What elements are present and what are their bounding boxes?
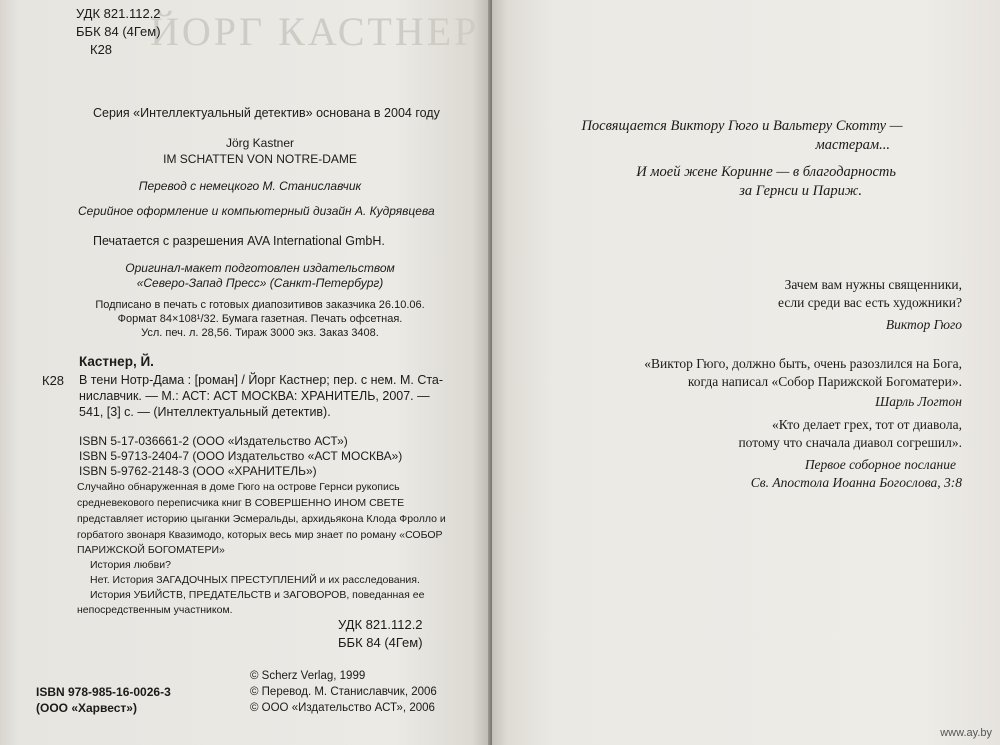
abstract-line-9: непосредственным участником. — [77, 604, 233, 616]
translation-credit: Перевод с немецкого М. Станиславчик — [138, 179, 362, 193]
udk-label-bottom: УДК 821.112.2 — [338, 617, 423, 632]
abstract-line-1: Случайно обнаруженная в доме Гюго на острове Гернси рукопись — [77, 481, 400, 493]
isbn-ast: ISBN 5-17-036661-2 (ООО «Издательство АСТ») — [79, 434, 348, 448]
epigraph-1-line-2: если среди вас есть художники? — [778, 295, 962, 310]
epigraph-3-line-1: «Кто делает грех, тот от диавола, — [771, 417, 962, 432]
left-page — [0, 0, 492, 745]
catalog-code: К28 — [42, 373, 65, 388]
permission-note: Печатается с разрешения AVA International GmbH. — [93, 234, 385, 248]
bleed-through-text: ЙОРГ КАСТНЕР — [150, 9, 480, 54]
catalog-author: Кастнер, Й. — [79, 354, 154, 369]
right-page — [492, 0, 1000, 745]
epigraph-1-author: Виктор Гюго — [885, 317, 962, 332]
copyright-ast: © ООО «Издательство АСТ», 2006 — [250, 702, 435, 714]
design-credit: Серийное оформление и компьютерный дизайн А. Кудрявцева — [78, 204, 435, 218]
print-info-2: Формат 84×108¹/32. Бумага газетная. Печать офсетная. — [117, 313, 403, 325]
isbn-ast-moskva: ISBN 5-9713-2404-7 (ООО Издательство «АСТ МОСКВА») — [79, 449, 403, 463]
layout-credit-1: Оригинал-макет подготовлен издательством — [125, 261, 395, 275]
dedication-line-2: мастерам... — [815, 137, 890, 153]
original-author: Jörg Kastner — [225, 136, 295, 150]
catalog-line-2: ниславчик. — М.: АСТ: АСТ МОСКВА: ХРАНИТЕЛЬ, 2007. — — [79, 389, 430, 403]
abstract-line-7: Нет. История ЗАГАДОЧНЫХ ПРЕСТУПЛЕНИЙ и их расследования. — [90, 574, 420, 586]
abstract-line-5: ПАРИЖСКОЙ БОГОМАТЕРИ» — [77, 544, 225, 556]
copyright-publisher: © Scherz Verlag, 1999 — [250, 670, 366, 682]
abstract-line-8: История УБИЙСТВ, ПРЕДАТЕЛЬСТВ и ЗАГОВОРОВ, поведанная ее — [90, 589, 425, 601]
isbn-stamp-harvest: ISBN 978-985-16-0026-3 — [36, 685, 171, 699]
print-info-3: Усл. печ. л. 28,56. Тираж 3000 экз. Заказ 3408. — [141, 327, 379, 339]
series-note: Серия «Интеллектуальный детектив» основана в 2004 году — [93, 106, 440, 120]
isbn-khranitel: ISBN 5-9762-2148-3 (ООО «ХРАНИТЕЛЬ») — [79, 464, 317, 478]
print-info-1: Подписано в печать с готовых диапозитивов заказчика 26.10.06. — [95, 299, 425, 311]
abstract-line-3: представляет историю цыганки Эсмеральды, архидьякона Клода Фролло и — [77, 513, 446, 525]
dedication-line-3: И моей жене Коринне — в благодарность — [636, 164, 896, 180]
abstract-line-6: История любви? — [90, 559, 171, 571]
original-title: IM SCHATTEN VON NOTRE-DAME — [163, 152, 357, 166]
udk-label: УДК 821.112.2 — [76, 6, 161, 21]
bbk-label-bottom: ББК 84 (4Гем) — [338, 635, 423, 650]
dedication-line-1: Посвящается Виктору Гюго и Вальтеру Скотту — — [581, 118, 903, 134]
layout-credit-2: «Северо-Запад Пресс» (Санкт-Петербург) — [136, 276, 384, 290]
k28-label: К28 — [90, 42, 113, 57]
epigraph-2-line-2: когда написал «Собор Парижской Богоматери». — [687, 374, 962, 389]
site-watermark: www.ay.by — [940, 727, 992, 739]
isbn-stamp-harvest-publisher: (ООО «Харвест») — [36, 701, 137, 715]
bbk-label: ББК 84 (4Гем) — [76, 24, 161, 39]
abstract-line-4: горбатого звонаря Квазимодо, которых весь мир знает по роману «СОБОР — [77, 529, 443, 541]
epigraph-3-source-2: Св. Апостола Иоанна Богослова, 3:8 — [750, 475, 962, 490]
catalog-line-3: 541, [3] с. — (Интеллектуальный детектив). — [79, 405, 331, 419]
epigraph-1-line-1: Зачем вам нужны священники, — [784, 277, 962, 292]
epigraph-2-author: Шарль Логтон — [875, 394, 962, 409]
epigraph-3-line-2: потому что сначала диавол согрешил». — [738, 435, 962, 450]
abstract-line-2: средневекового переписчика книг В СОВЕРШЕННО ИНОМ СВЕТЕ — [77, 497, 405, 509]
catalog-line-1: В тени Нотр-Дама : [роман] / Йорг Кастнер; пер. с нем. М. Ста- — [79, 373, 444, 387]
epigraph-3-source-1: Первое соборное послание — [804, 457, 956, 472]
dedication-line-4: за Гернси и Париж. — [739, 183, 862, 199]
copyright-translation: © Перевод. М. Станиславчик, 2006 — [250, 686, 437, 698]
epigraph-2-line-1: «Виктор Гюго, должно быть, очень разозлился на Бога, — [644, 356, 962, 371]
